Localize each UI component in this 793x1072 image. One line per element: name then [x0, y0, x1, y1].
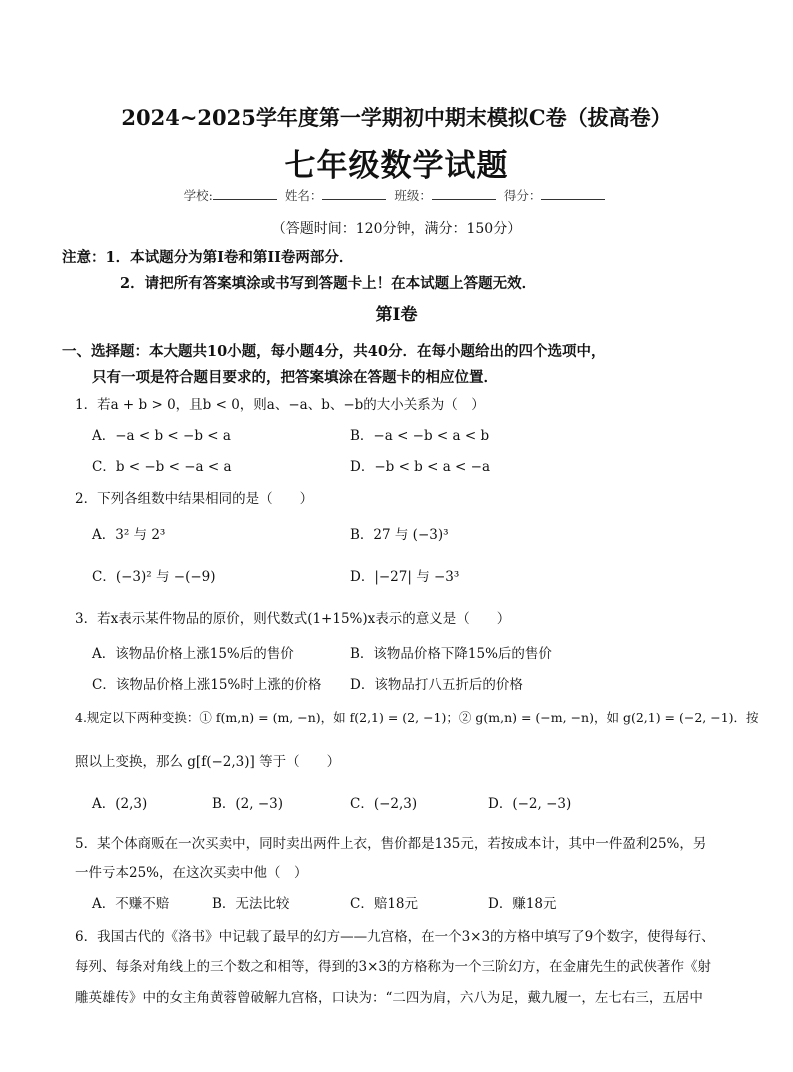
field-school-blank[interactable] [213, 189, 277, 200]
question-4-stem-line1: 4.规定以下两种变换：① f(m,n) = (m, −n)，如 f(2,1) = (2, −1)；② g(m,n) = (−m, −n)，如 g(2,1) = (−2, −1)．按 [75, 710, 759, 725]
question-2-option-c: C．(−3)² 与 −(−9) [92, 569, 216, 585]
field-class-blank[interactable] [432, 189, 496, 200]
question-4-option-d: D．(−2, −3) [488, 796, 572, 812]
question-3-option-b: B．该物品价格下降15%后的售价 [350, 646, 552, 662]
question-2-option-d: D．|−27| 与 −3³ [350, 569, 460, 585]
field-score-label: 得分： [503, 188, 542, 203]
question-4-option-b: B．(2, −3) [212, 796, 284, 812]
question-5-stem-line1: 5．某个体商贩在一次买卖中，同时卖出两件上衣，售价都是135元，若按成本计，其中一件盈利25%，另 [75, 836, 707, 852]
field-school-label: 学校: [183, 188, 213, 203]
question-3-option-d: D．该物品打八五折后的价格 [350, 677, 523, 693]
question-1-option-a: A．−a < b < −b < a [92, 428, 231, 444]
time-info: （答题时间：120分钟，满分：150分） [271, 221, 522, 237]
student-info-fields [0, 186, 793, 204]
question-3-option-c: C．该物品价格上涨15%时上涨的价格 [92, 677, 322, 693]
question-4-option-c: C．(−2,3) [350, 796, 418, 812]
question-1-option-b: B．−a < −b < a < b [350, 428, 490, 444]
question-2-option-a: A．3² 与 2³ [92, 527, 166, 543]
question-5-stem-line2: 一件亏本25%，在这次买卖中他（ ） [75, 865, 308, 881]
field-score-blank[interactable] [541, 189, 605, 200]
question-2-stem: 2．下列各组数中结果相同的是（ ） [75, 491, 314, 507]
question-3-stem: 3．若x表示某件物品的原价，则代数式(1+15%)x表示的意义是（ ） [75, 611, 511, 627]
volume-title: 第I卷 [375, 305, 418, 325]
question-6-stem-line2: 每列、每条对角线上的三个数之和相等，得到的3×3的方格称为一个三阶幻方，在金庸先生的武侠著作《射 [75, 959, 711, 975]
question-2-option-b: B．27 与 (−3)³ [350, 527, 449, 543]
field-name-label: 姓名： [284, 188, 323, 203]
section-heading-line2: 只有一项是符合题目要求的，把答案填涂在答题卡的相应位置． [92, 369, 498, 386]
note-2: 2．请把所有答案填涂或书写到答题卡上！在本试题上答题无效． [120, 275, 537, 292]
question-6-stem-line1: 6．我国古代的《洛书》中记载了最早的幻方——九宫格，在一个3×3的方格中填写了9个数字，使得每行、 [75, 929, 715, 945]
question-1-option-d: D．−b < b < a < −a [350, 459, 491, 475]
question-5-option-d: D．赚18元 [488, 896, 557, 912]
exam-subtitle: 七年级数学试题 [284, 148, 509, 184]
field-class-label: 班级： [394, 188, 432, 203]
question-4-option-a: A．(2,3) [92, 796, 148, 812]
field-name-blank[interactable] [322, 189, 386, 200]
question-6-stem-line3: 雕英雄传》中的女主角黄蓉曾破解九宫格，口诀为：“二四为肩，六八为足，戴九履一，左七右三，五居中 [75, 990, 703, 1006]
note-1: 注意：1．本试题分为第I卷和第II卷两部分． [62, 249, 354, 266]
question-1-stem: 1．若a + b > 0，且b < 0，则a、−a、b、−b的大小关系为（ ） [75, 397, 485, 413]
exam-title: 2024~2025学年度第一学期初中期末模拟C卷（拔高卷） [121, 105, 672, 130]
question-5-option-b: B．无法比较 [212, 896, 290, 912]
question-1-option-c: C．b < −b < −a < a [92, 459, 232, 475]
question-5-option-c: C．赔18元 [350, 896, 419, 912]
question-5-option-a: A．不赚不赔 [92, 896, 170, 912]
section-heading-line1: 一、选择题：本大题共10小题，每小题4分，共40分．在每小题给出的四个选项中， [62, 343, 606, 360]
question-4-stem-line2: 照以上变换，那么 g[f(−2,3)] 等于（ ） [75, 754, 341, 770]
question-3-option-a: A．该物品价格上涨15%后的售价 [92, 646, 294, 662]
